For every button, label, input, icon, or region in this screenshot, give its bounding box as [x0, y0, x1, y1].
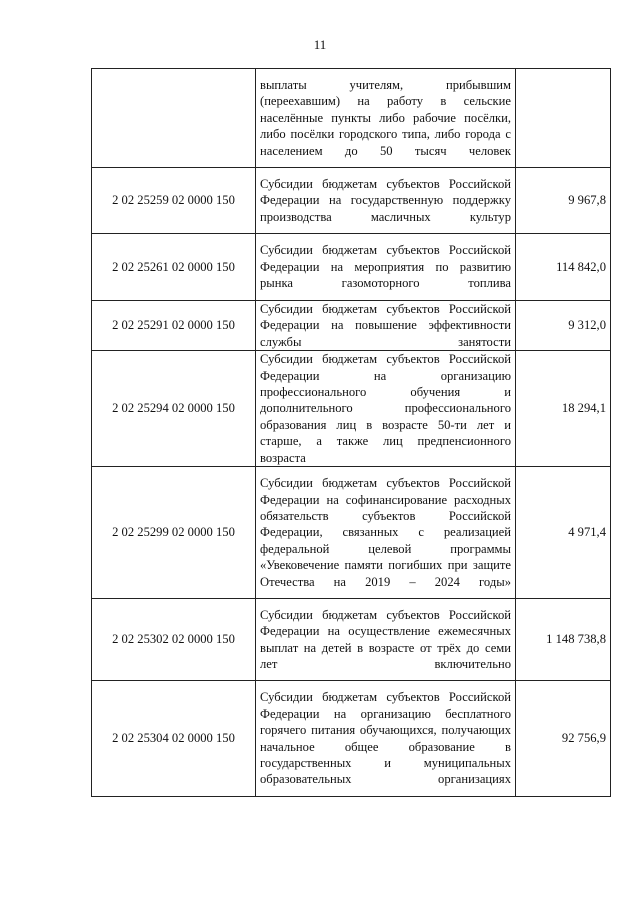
budget-code-cell: 2 02 25299 02 0000 150 [92, 467, 256, 599]
description-cell: Субсидии бюджетам субъектов Российской Федерации на софинансирование расходных обязательств субъектов Российской Федерации, связанных с реализацией федеральной целевой программы «Увековечение памяти погибших при защите Отечества на 2019 – 2024 годы» [256, 467, 516, 599]
amount-cell [516, 69, 611, 168]
table-row [92, 301, 611, 351]
budget-code-cell: 2 02 25294 02 0000 150 [92, 351, 256, 467]
table-row [92, 168, 611, 234]
description-cell: выплаты учителям, прибывшим (переехавшим) на работу в сельские населённые пункты либо рабочие посёлки, либо посёлки городского типа, либо города с населением до 50 тысяч человек [256, 69, 516, 168]
table-row [92, 69, 611, 168]
amount-cell: 114 842,0 [516, 234, 611, 301]
table-row [92, 467, 611, 599]
table-row [92, 599, 611, 681]
amount-cell: 18 294,1 [516, 351, 611, 467]
budget-code-cell: 2 02 25291 02 0000 150 [92, 301, 256, 351]
table-row [92, 681, 611, 797]
table-row [92, 234, 611, 301]
description-cell: Субсидии бюджетам субъектов Российской Федерации на организацию бесплатного горячего питания обучающихся, получающих начальное общее образование в государственных и муниципальных образовательных организациях [256, 681, 516, 797]
budget-code-cell [92, 69, 256, 168]
budget-code-cell: 2 02 25304 02 0000 150 [92, 681, 256, 797]
page-number: 11 [313, 37, 327, 52]
budget-revenue-table [91, 68, 611, 797]
description-cell: Субсидии бюджетам субъектов Российской Федерации на повышение эффективности службы занятости [256, 301, 516, 351]
budget-code-cell: 2 02 25302 02 0000 150 [92, 599, 256, 681]
amount-cell: 92 756,9 [516, 681, 611, 797]
budget-code-cell: 2 02 25259 02 0000 150 [92, 168, 256, 234]
amount-cell: 1 148 738,8 [516, 599, 611, 681]
table-row [92, 351, 611, 467]
budget-code-cell: 2 02 25261 02 0000 150 [92, 234, 256, 301]
description-cell: Субсидии бюджетам субъектов Российской Федерации на организацию профессионального обучения и дополнительного профессионального образования лиц в возрасте 50-ти лет и старше, а также лиц предпенсионного возраста [256, 351, 516, 467]
description-cell: Субсидии бюджетам субъектов Российской Федерации на осуществление ежемесячных выплат на детей в возрасте от трёх до семи лет включительно [256, 599, 516, 681]
amount-cell: 9 312,0 [516, 301, 611, 351]
amount-cell: 9 967,8 [516, 168, 611, 234]
description-cell: Субсидии бюджетам субъектов Российской Федерации на государственную поддержку производства масличных культур [256, 168, 516, 234]
amount-cell: 4 971,4 [516, 467, 611, 599]
description-cell: Субсидии бюджетам субъектов Российской Федерации на мероприятия по развитию рынка газомоторного топлива [256, 234, 516, 301]
